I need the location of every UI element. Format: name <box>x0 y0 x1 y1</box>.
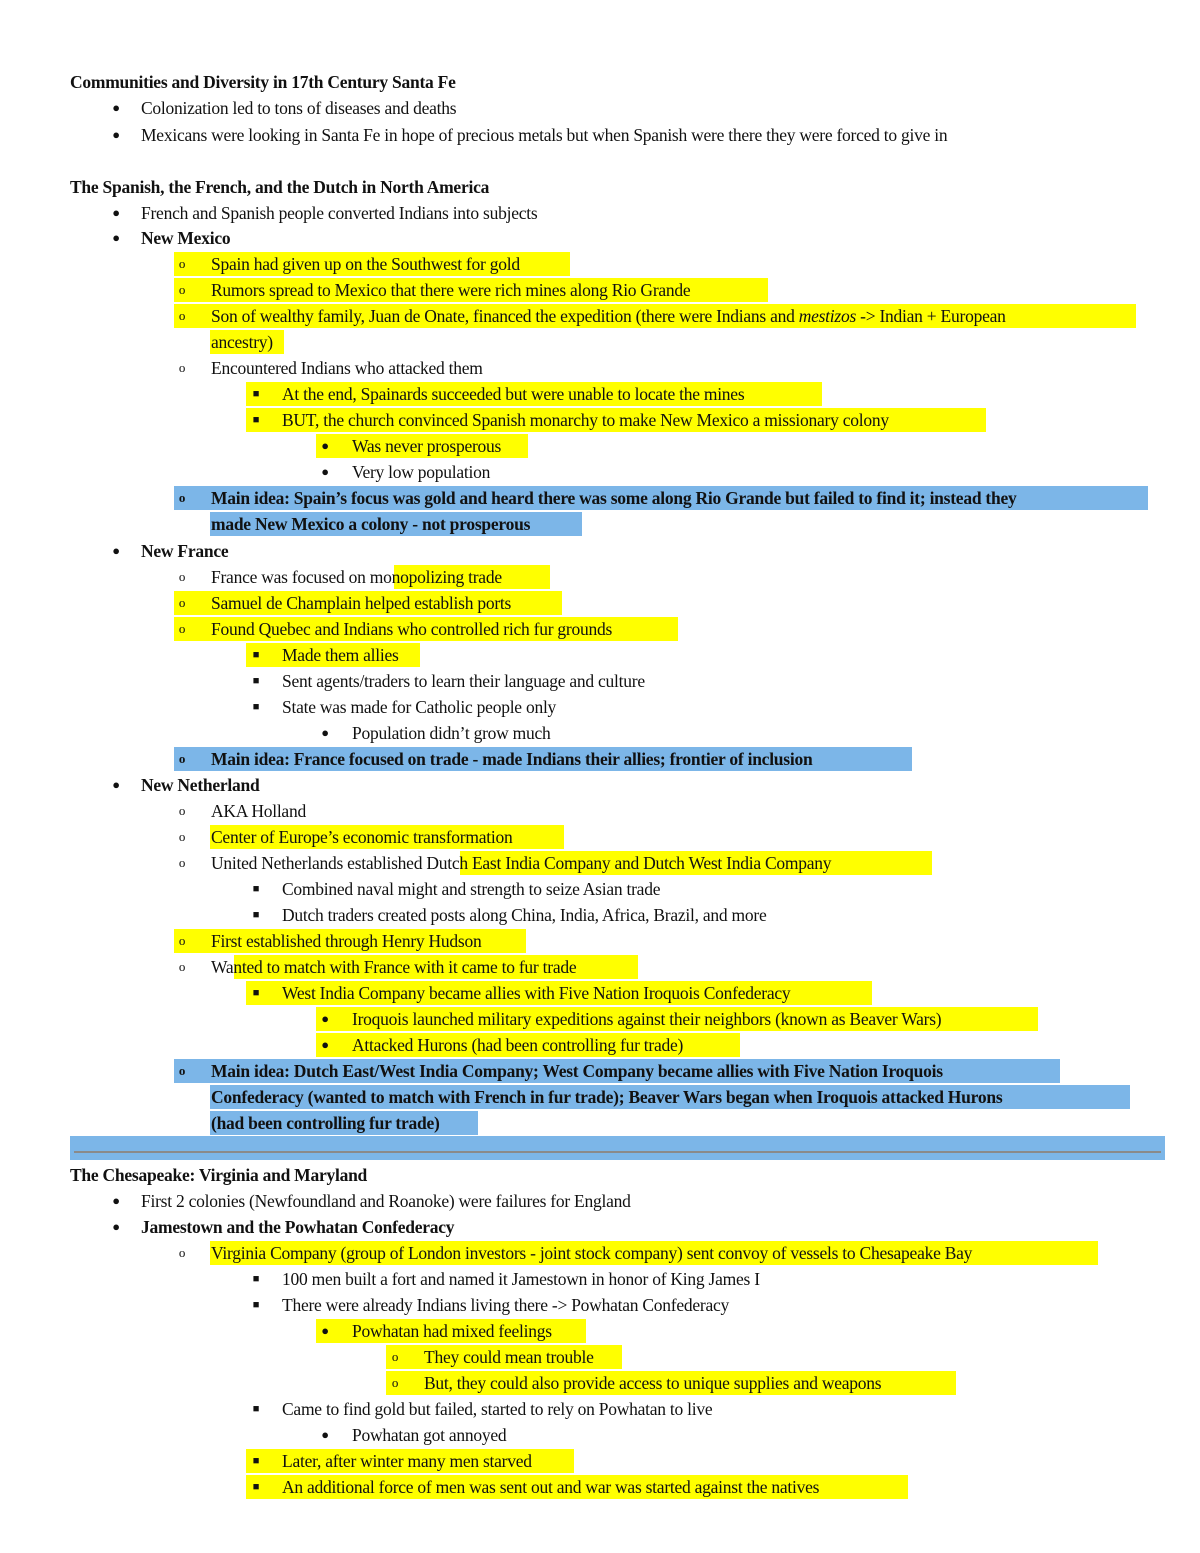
subheading-new-mexico: ● New Mexico <box>0 225 1200 251</box>
list-item: ■ Made them allies <box>0 642 1200 668</box>
disc-bullet-icon: ● <box>112 230 120 245</box>
list-item: ■ There were already Indians living there -> Powhatan Confederacy <box>0 1292 1200 1318</box>
list-item: ● First 2 colonies (Newfoundland and Roanoke) were failures for England <box>0 1188 1200 1214</box>
list-item: o Wanted to match with France with it came to fur trade <box>0 954 1200 980</box>
list-item: ■ 100 men built a fort and named it Jamestown in honor of King James I <box>0 1266 1200 1292</box>
list-item: o Found Quebec and Indians who controlled rich fur grounds <box>0 616 1200 642</box>
list-item: ● Attacked Hurons (had been controlling fur trade) <box>0 1032 1200 1058</box>
main-idea: o Main idea: Dutch East/West India Company; West Company became allies with Five Nation Iroquois <box>0 1058 1200 1084</box>
disc-bullet-icon: ● <box>112 100 120 115</box>
square-bullet-icon: ■ <box>252 1481 260 1493</box>
list-item: o Encountered Indians who attacked them <box>0 355 1200 381</box>
list-item: o Spain had given up on the Southwest for gold <box>0 251 1200 277</box>
list-item: ● French and Spanish people converted Indians into subjects <box>0 200 1200 226</box>
circle-bullet-icon: o <box>178 803 186 818</box>
subheading-new-netherland: ● New Netherland <box>0 772 1200 798</box>
list-item: o Center of Europe’s economic transformation <box>0 824 1200 850</box>
list-item: o AKA Holland <box>0 798 1200 824</box>
disc-bullet-icon: ● <box>112 777 120 792</box>
disc-bullet-icon: ● <box>112 1219 120 1234</box>
square-bullet-icon: ■ <box>252 987 260 999</box>
list-item: ■ Later, after winter many men starved <box>0 1448 1200 1474</box>
circle-bullet-icon: o <box>178 595 186 610</box>
disc-bullet-icon: ● <box>112 1193 120 1208</box>
square-bullet-icon: ■ <box>252 701 260 713</box>
square-bullet-icon: ■ <box>252 883 260 895</box>
square-bullet-icon: ■ <box>252 1299 260 1311</box>
main-idea-continuation: made New Mexico a colony - not prosperous <box>211 514 531 534</box>
circle-bullet-icon: o <box>178 490 186 505</box>
list-item: ● Mexicans were looking in Santa Fe in hope of precious metals but when Spanish were there they were forced to give in <box>0 122 1200 148</box>
list-item: o Samuel de Champlain helped establish ports <box>0 590 1200 616</box>
list-item: ● Very low population <box>0 459 1200 485</box>
disc-bullet-icon: ● <box>321 1011 329 1026</box>
main-idea: o Main idea: Spain’s focus was gold and heard there was some along Rio Grande but failed to find it; instead they <box>0 485 1200 511</box>
list-item: o First established through Henry Hudson <box>0 928 1200 954</box>
circle-bullet-icon: o <box>178 933 186 948</box>
disc-bullet-icon: ● <box>321 1427 329 1442</box>
square-bullet-icon: ■ <box>252 1403 260 1415</box>
circle-bullet-icon: o <box>391 1375 399 1390</box>
circle-bullet-icon: o <box>178 360 186 375</box>
horizontal-rule <box>74 1151 1161 1153</box>
disc-bullet-icon: ● <box>112 205 120 220</box>
list-item: ■ Came to find gold but failed, started to rely on Powhatan to live <box>0 1396 1200 1422</box>
disc-bullet-icon: ● <box>112 127 120 142</box>
list-item: ■ West India Company became allies with Five Nation Iroquois Confederacy <box>0 980 1200 1006</box>
list-item: ■ At the end, Spainards succeeded but were unable to locate the mines <box>0 381 1200 407</box>
list-item: o France was focused on monopolizing trade <box>0 564 1200 590</box>
heading-text: Communities and Diversity in 17th Century Santa Fe <box>70 72 456 92</box>
disc-bullet-icon: ● <box>321 1037 329 1052</box>
circle-bullet-icon: o <box>178 829 186 844</box>
square-bullet-icon: ■ <box>252 414 260 426</box>
disc-bullet-icon: ● <box>112 543 120 558</box>
list-item: ● Iroquois launched military expeditions against their neighbors (known as Beaver Wars) <box>0 1006 1200 1032</box>
list-item: ● Population didn’t grow much <box>0 720 1200 746</box>
list-item: ● Colonization led to tons of diseases and deaths <box>0 95 1200 121</box>
disc-bullet-icon: ● <box>321 438 329 453</box>
list-item: o But, they could also provide access to unique supplies and weapons <box>0 1370 1200 1396</box>
square-bullet-icon: ■ <box>252 909 260 921</box>
square-bullet-icon: ■ <box>252 388 260 400</box>
circle-bullet-icon: o <box>178 256 186 271</box>
main-idea-continuation: (had been controlling fur trade) <box>211 1113 440 1133</box>
circle-bullet-icon: o <box>178 1063 186 1078</box>
list-item-continuation: ancestry) <box>211 332 273 352</box>
square-bullet-icon: ■ <box>252 675 260 687</box>
heading-text: The Chesapeake: Virginia and Maryland <box>70 1165 368 1185</box>
list-item: ■ Combined naval might and strength to seize Asian trade <box>0 876 1200 902</box>
disc-bullet-icon: ● <box>321 725 329 740</box>
circle-bullet-icon: o <box>391 1349 399 1364</box>
section-divider <box>70 1136 1165 1160</box>
subheading-jamestown: ● Jamestown and the Powhatan Confederacy <box>0 1214 1200 1240</box>
list-item: o United Netherlands established Dutch East India Company and Dutch West India Company <box>0 850 1200 876</box>
heading-text: The Spanish, the French, and the Dutch in North America <box>70 177 490 197</box>
heading-spanish-french-dutch <box>0 174 1200 200</box>
main-idea-continuation: Confederacy (wanted to match with French in fur trade); Beaver Wars began when Iroquois attacked Hurons <box>211 1087 1003 1107</box>
heading-santa-fe <box>0 69 1200 95</box>
circle-bullet-icon: o <box>178 959 186 974</box>
circle-bullet-icon: o <box>178 1245 186 1260</box>
list-item: o Rumors spread to Mexico that there were rich mines along Rio Grande <box>0 277 1200 303</box>
main-idea: o Main idea: France focused on trade - made Indians their allies; frontier of inclusion <box>0 746 1200 772</box>
circle-bullet-icon: o <box>178 569 186 584</box>
disc-bullet-icon: ● <box>321 1323 329 1338</box>
list-item: ■ State was made for Catholic people only <box>0 694 1200 720</box>
circle-bullet-icon: o <box>178 855 186 870</box>
list-item: ■ Dutch traders created posts along China, India, Africa, Brazil, and more <box>0 902 1200 928</box>
list-item: o Son of wealthy family, Juan de Onate, financed the expedition (there were Indians and mestizos -> Indian + European <box>0 303 1200 329</box>
circle-bullet-icon: o <box>178 282 186 297</box>
square-bullet-icon: ■ <box>252 1273 260 1285</box>
square-bullet-icon: ■ <box>252 649 260 661</box>
circle-bullet-icon: o <box>178 308 186 323</box>
list-item: ■ BUT, the church convinced Spanish monarchy to make New Mexico a missionary colony <box>0 407 1200 433</box>
disc-bullet-icon: ● <box>321 464 329 479</box>
list-item: ● Powhatan had mixed feelings <box>0 1318 1200 1344</box>
subheading-new-france: ● New France <box>0 538 1200 564</box>
list-item: o Virginia Company (group of London investors - joint stock company) sent convoy of vessels to Chesapeake Bay <box>0 1240 1200 1266</box>
list-item: o They could mean trouble <box>0 1344 1200 1370</box>
list-item: ● Was never prosperous <box>0 433 1200 459</box>
list-item: ■ An additional force of men was sent out and war was started against the natives <box>0 1474 1200 1500</box>
circle-bullet-icon: o <box>178 751 186 766</box>
square-bullet-icon: ■ <box>252 1455 260 1467</box>
list-item: ■ Sent agents/traders to learn their language and culture <box>0 668 1200 694</box>
heading-chesapeake <box>0 1162 1200 1188</box>
list-item: ● Powhatan got annoyed <box>0 1422 1200 1448</box>
circle-bullet-icon: o <box>178 621 186 636</box>
